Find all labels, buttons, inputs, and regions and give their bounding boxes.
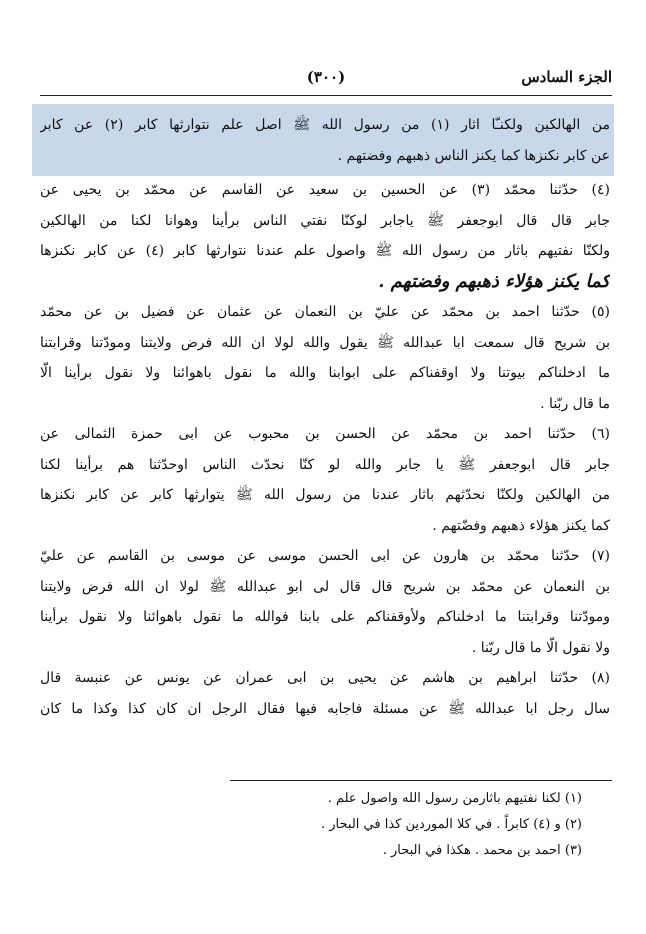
text-line: كما يكنز هؤلاء ذهبهم وفضّتهم .: [432, 517, 610, 534]
text-line: عن كابر نكنزها كما يكنز الناس ذهبهم وفضتهم .: [337, 147, 610, 164]
text-line: ولكنّا نفتيهم باثار من رسول الله ﷺ واصول علم عندنا نتوارثها كابر (٤) عن كابر نكنزها: [40, 243, 610, 259]
hadith-4-line: (٤) حدّثنا محمّد (٣) عن الحسين بن سعيد عن القاسم عن محمّد بن يحيى عن: [40, 182, 610, 198]
footnote: (١) لكنا نفتيهم باثارمن رسول الله واصول علم .: [327, 791, 582, 806]
page-number: (٣٠٠): [306, 68, 346, 86]
text-line: من الهالكين ولكنّا نحدّثهم باثار عندنا من رسول الله ﷺ يتوارثها كابر عن كابر نكنزها: [40, 487, 610, 503]
page-header: [40, 66, 612, 92]
text-line: سال رجل ابا عبدالله ﷺ عن مسئلة فاجابه فيها فقال الرجل ان كان كذا وكذا ما كان: [40, 700, 610, 717]
running-title: الجزء السادس: [521, 68, 612, 86]
text-line: ما ادخلناكم بيوتنا ولا اوقفناكم على ابوابنا والله ما نقول باهوائنا ولا نقول برأينا الّا: [40, 365, 610, 381]
footnotes: [40, 786, 610, 864]
footnote: (٢) و (٤) كابراً . في كلا الموردين كذا في البحار .: [321, 817, 582, 832]
text-line: جابر قال ابوجعفر ﷺ يا جابر والله لو كنّا نحدّث الناس اوحدّثنا هم برأينا لكنا: [40, 456, 610, 473]
handwritten-line: كما يكنز هؤلاء ذهبهم وفضتهم .: [378, 270, 610, 292]
hadith-7-line: (٧) حدّثنا محمّد بن هارون عن ابى الحسن موسى عن موسى بن القاسم عن عليّ: [40, 548, 610, 564]
text-line: ومودّتنا وقرابتنا ما ادخلناكم ولأوقفناكم على بابنا فوالله ما نقول باهوائنا ولا نقول برأينا: [40, 609, 610, 625]
footnote: (٣) احمد بن محمد . هكذا في البحار .: [382, 843, 582, 858]
text-line: بن النعمان عن محمّد بن شريح قال قال لى ابو عبدالله ﷺ لولا ان الله فرض ولايتنا: [40, 578, 610, 595]
text-line: من الهالكين ولكنـّا اثار (١) من رسول الله ﷺ اصل علم نتوارثها كابر (٢) عن كابر: [40, 117, 610, 133]
main-text: [40, 110, 610, 724]
hadith-6-line: (٦) حدّثنا احمد بن محمّد عن الحسن بن محبوب عن ابى حمزة الثمالى عن: [40, 426, 610, 442]
text-line: بن شريح قال سمعت ابا عبدالله ﷺ يقول والله لولا ان الله فرض ولايتنا ومودّتنا وقرابتنا: [40, 334, 610, 351]
hadith-5-line: (٥) حدّثنا احمد بن محمّد عن عليّ بن النعمان عن عثمان عن فضيل بن عن محمّد: [40, 304, 610, 320]
hadith-8-line: (٨) حدّثنا ابراهيم بن هاشم عن يحيى بن ابى عمران عن يونس عن عنبسة قال: [40, 670, 610, 686]
header-rule: [40, 95, 612, 96]
text-line: ما قال ربّنا .: [540, 395, 610, 412]
text-line: جابر قال قال ابوجعفر ﷺ ياجابر لوكنّا نفتي الناس برأينا وهوانا لكنا من الهالكين: [40, 212, 610, 229]
footnote-rule: [230, 780, 612, 781]
text-line: ولا نقول الّا ما قال ربّنا .: [471, 639, 610, 656]
